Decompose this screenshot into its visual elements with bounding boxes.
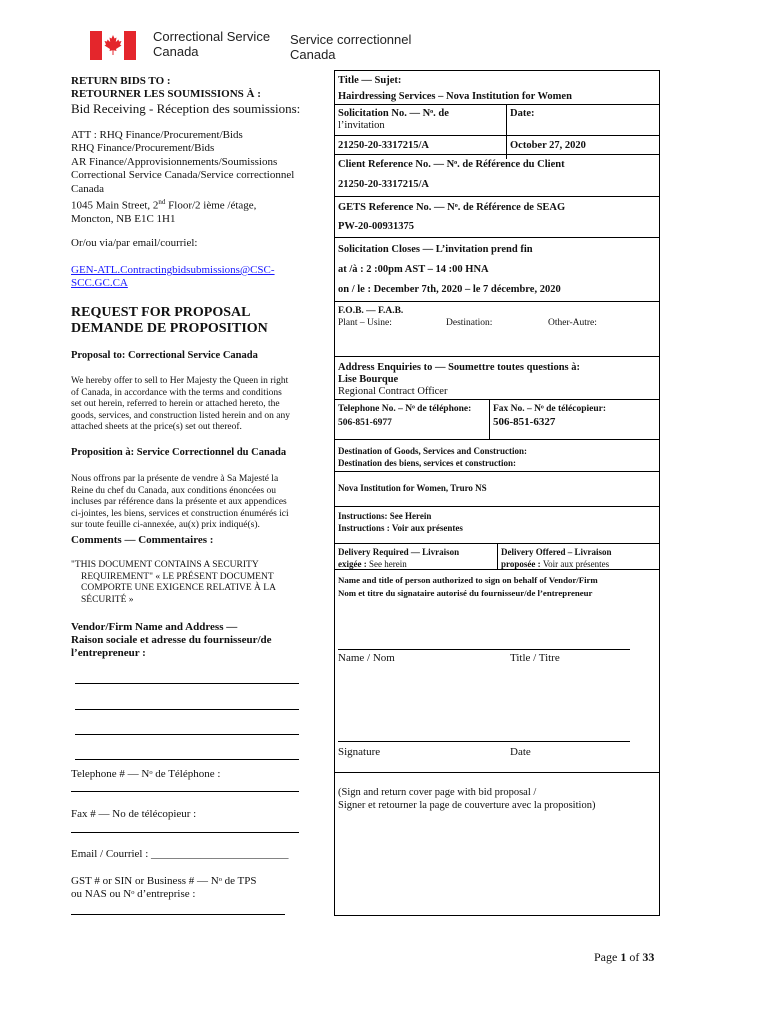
vendor-name-line-3[interactable] [75,734,299,735]
page-number: Page 1 of 33 [594,950,655,964]
vendor-name-line-1[interactable] [75,683,299,684]
solicitation-label: Solicitation No. — Nᵒ. de l’invitation [338,108,449,131]
gst-label: GST # or SIN or Business # — Nᵒ de TPS ou NAS ou Nᵒ d’entreprise : [71,875,257,900]
maple-leaf-icon [104,35,122,55]
enquiries-title: Regional Contract Officer [338,386,448,397]
title-label: Title — Sujet: [338,75,402,86]
vendor-name-line-4[interactable] [75,759,299,760]
sign-return-note: (Sign and return cover page with bid proposal / Signer et retourner la page de couverture avec la proposition) [338,787,596,811]
fax-no-value: 506-851-6327 [493,416,556,428]
fob-other: Other-Autre: [548,318,597,328]
fob-plant: Plant – Usine: [338,318,392,328]
fob-destination: Destination: [446,318,493,328]
fax-label: Fax # — No de télécopieur : [71,808,197,820]
enquiries-name: Lise Bourque [338,374,399,385]
department-name-en: Correctional Service Canada [153,29,271,59]
client-ref-value: 21250-20-3317215/A [338,179,429,190]
proposal-to-fr: Proposition à: Service Correctionnel du Canada [71,447,287,458]
delivery-required: Delivery Required — Livraison exigée : See herein [338,547,460,569]
offer-text-en: We hereby offer to sell to Her Majesty the Queen in right of Canada, in accordance with the terms and conditions set out herein, referred to herein or attached hereto, the goods, services, and construction listed herein and on any attached sheets at the price(s) set out thereof. [71,376,290,433]
signature-field[interactable] [338,741,630,742]
title-value: Hairdressing Services – Nova Institution for Women [338,91,572,102]
destination-value: Nova Institution for Women, Truro NS [338,483,487,493]
destination-label: Destination of Goods, Services and Construction: Destination des biens, services et construction: [338,446,528,468]
gst-field[interactable] [71,914,285,915]
comments-text: "THIS DOCUMENT CONTAINS A SECURITY REQUIREMENT" « LE PRÉSENT DOCUMENT COMPORTE UNE EXIGENCE RELATIVE À LA SÉCURITÉ » [71,560,276,605]
return-bids-title: RETURN BIDS TO : RETOURNER LES SOUMISSIONS À : [71,75,261,100]
fax-field[interactable] [71,832,299,833]
title-sig-label: Title / Titre [510,652,560,664]
canada-flag-logo [90,31,136,60]
proposal-to-en: Proposal to: Correctional Service Canada [71,350,258,361]
comments-title: Comments — Commentaires : [71,534,214,546]
name-title-field[interactable] [338,649,630,650]
instructions: Instructions: See Herein Instructions : Voir aux présentes [338,511,463,533]
department-name-fr: Service correctionnel Canada [290,32,412,62]
closes-time: at /à : 2 :00pm AST – 14 :00 HNA [338,264,489,275]
authorized-signer-label: Name and title of person authorized to sign on behalf of Vendor/Firm Nom et titre du signataire autorisé du fournisseur/de l’entrepreneur [338,575,598,598]
email-label: Or/ou via/par email/courriel: [71,237,198,249]
offer-text-fr: Nous offrons par la présente de vendre à Sa Majesté la Reine du chef du Canada, aux conditions énoncées ou incluses par référence dans la présente et aux appendices ci-jointes, les biens, services et construction énumérés ici sur toute feuille ci-annexée, au(x) prix indiqué(s). [71,474,289,531]
solicitation-date: October 27, 2020 [510,140,586,151]
closes-date: on / le : December 7th, 2020 – le 7 décembre, 2020 [338,284,561,295]
bid-receiving-label: Bid Receiving - Réception des soumissions: [71,101,301,116]
phone-value: 506-851-6977 [338,418,392,428]
fob-label: F.O.B. — F.A.B. [338,306,404,316]
gets-ref-label: GETS Reference No. — Nᵒ. de Référence de SEAG [338,202,566,213]
solicitation-number: 21250-20-3317215/A [338,140,429,151]
email-link[interactable]: GEN-ATL.Contractingbidsubmissions@CSC- SCC.GC.CA [71,264,275,289]
rfp-title: REQUEST FOR PROPOSAL DEMANDE DE PROPOSITION [71,305,268,336]
gets-ref-value: PW-20-00931375 [338,221,415,232]
email-field[interactable]: Email / Courriel : _________________________ [71,848,289,860]
return-address: ATT : RHQ Finance/Procurement/Bids RHQ Finance/Procurement/Bids AR Finance/Approvisionnements/Soumissions Correctional Service Canada/Service correctionnel Canada 1045 Main Street, 2nd Floor/2 ième /étage, Moncton, NB E1C 1H1 [71,129,295,226]
delivery-offered: Delivery Offered – Livraison proposée : Voir aux présentes [501,547,612,569]
name-label: Name / Nom [338,652,395,664]
closes-label: Solicitation Closes — L’invitation prend fin [338,244,533,255]
vendor-name-line-2[interactable] [75,709,299,710]
telephone-label: Telephone # — Nᵒ de Téléphone : [71,768,221,780]
vendor-title: Vendor/Firm Name and Address — Raison sociale et adresse du fournisseur/de l’entrepreneur : [71,621,272,659]
telephone-field[interactable] [71,791,299,792]
client-ref-label: Client Reference No. — Nᵒ. de Référence du Client [338,159,565,170]
date-label: Date: [510,108,535,119]
date-sig-label: Date [510,746,531,758]
enquiries-label: Address Enquiries to — Soumettre toutes questions à: [338,362,581,373]
fax-no-label: Fax No. – Nᵒ de télécopieur: [493,404,607,414]
signature-label: Signature [338,746,381,758]
phone-label: Telephone No. – Nᵒ de téléphone: [338,404,472,414]
